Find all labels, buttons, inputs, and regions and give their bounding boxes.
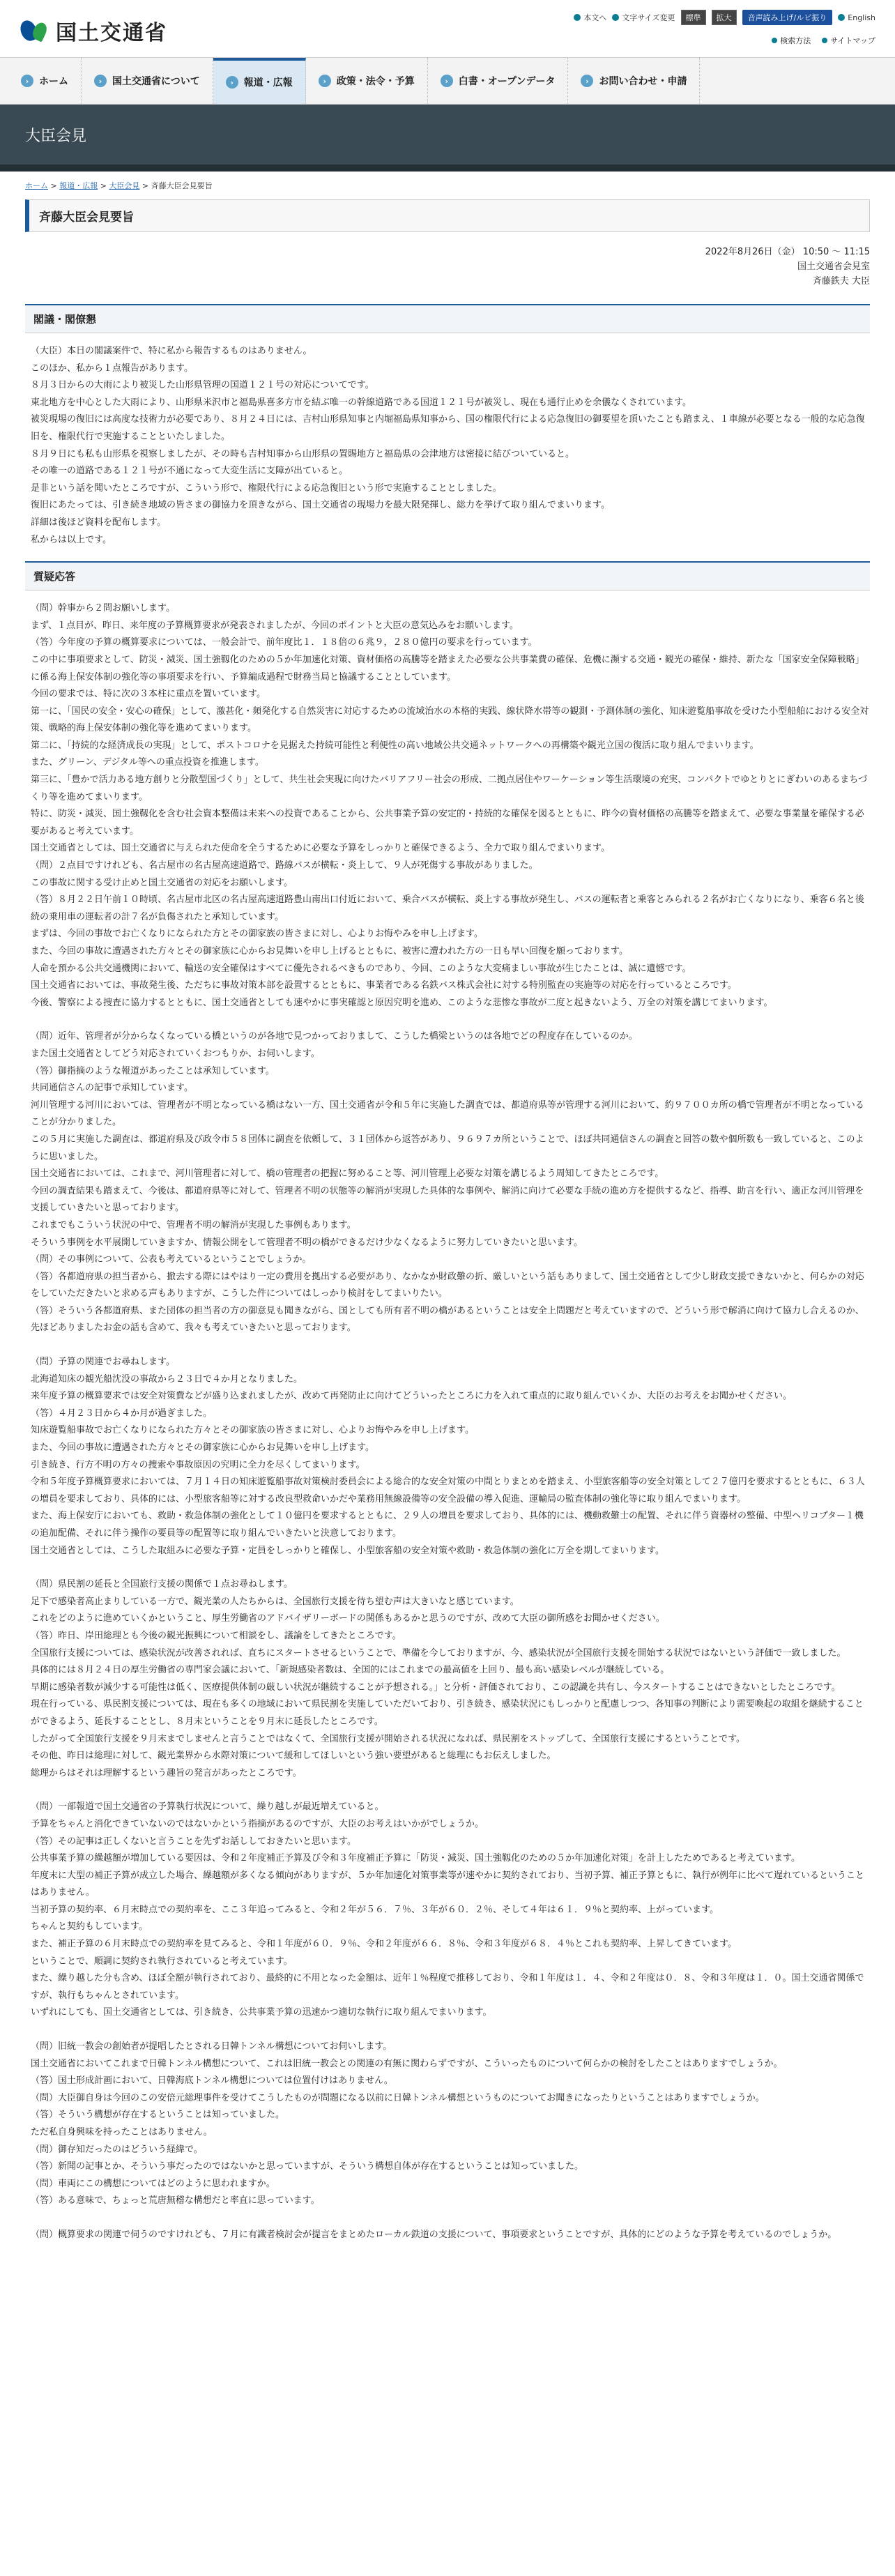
mlit-logo-mark: [20, 18, 50, 43]
transcript-line: （答）その記事は正しくないと言うことを先ずお話ししておきたいと思います。: [31, 1836, 356, 1847]
transcript-line: また、繰り越した分も含め、ほぼ全額が執行されており、最終的に不用となった金額は、近年１％程度で推移しており、令和１年度は１．４、令和２年度は０．８、令和３年度は１．０。国土交通省関係ですが、執行もちゃんとされています。: [31, 1973, 864, 2001]
transcript-line: （問）近年、管理者が分からなくなっている橋というのが各地で見つかっておりまして、こうした橋梁というのは各地でどの程度存在しているのか。: [31, 1031, 638, 1042]
transcript-line: 具体的には８月２４日の厚生労働省の専門家会議において、「新規感染者数は、全国的にはこれまでの最高値を上回り、最も高い感染レベルが継続している。: [31, 1665, 670, 1676]
search-method-label: 検索方法: [780, 36, 811, 45]
nav-home[interactable]: [8, 58, 82, 104]
transcript-line: 詳細は後ほど資料を配布します。: [31, 517, 166, 528]
transcript-line: （答）昨日、岸田総理とも今後の観光振興について相談をし、議論をしてきたところです。: [31, 1630, 401, 1641]
transcript-line: （問）その事例について、公表も考えているということでしょうか。: [31, 1254, 312, 1265]
transcript-line: 引き続き、行方不明の方々の捜索や事故原因の究明に全力を尽くしてまいります。: [31, 1459, 365, 1470]
transcript-line: 東北地方を中心とした大雨により、山形県米沢市と福島県喜多方市を結ぶ唯一の幹線道路である国道１２１号が被災し、現在も通行止めを余儀なくされています。: [31, 397, 691, 408]
nav-label: 政策・法令・予算: [336, 76, 415, 87]
main-content: [0, 199, 895, 2244]
english-link[interactable]: [838, 13, 875, 22]
utility-bar: [574, 10, 875, 25]
globe-icon: [838, 14, 845, 21]
transcript-line: 知床遊覧船事故でお亡くなりになられた方々とその御家族の皆さまに対し、心よりお悔やみを申し上げます。: [31, 1425, 474, 1436]
paragraph-gap: [25, 1560, 870, 1576]
section-heading-cabinet: 閣議・閣僚懇: [25, 304, 870, 333]
transcript-line: 来年度予算の概算要求では安全対策費などが盛り込まれましたが、改めて再発防止に向けてどういったところに力を入れて重点的に取り組んでいくか、大臣のお考えをお聞かせください。: [31, 1391, 793, 1402]
skip-to-content-link[interactable]: [574, 12, 606, 23]
paragraph-gap: [25, 1337, 870, 1354]
nav-about[interactable]: [82, 58, 213, 104]
bullet-icon: [612, 14, 619, 21]
transcript-line: 復旧にあたっては、引き続き地域の皆さまの御協力を頂きながら、国土交通省の現場力を最大限発揮し、総力を挙げて取り組んでまいります。: [31, 500, 610, 511]
transcript-line: （答）御指摘のような報道があったことは承知しています。: [31, 1065, 275, 1076]
transcript-line: 国土交通省においては、これまで、河川管理者に対して、橋の管理者の把握に努めること等、河川管理上必要な対策を講じるよう周知してきたところです。: [31, 1168, 664, 1180]
chevron-right-icon: ›: [441, 75, 453, 87]
chevron-right-icon: ›: [21, 75, 33, 87]
transcript-line: （答）ある意味で、ちょっと荒唐無稽な構想だと率直に思っています。: [31, 2195, 320, 2207]
sitemap-label: サイトマップ: [830, 36, 875, 45]
site-header: [0, 0, 895, 57]
transcript-line: また、グリーン、デジタル等への重点投資を推進します。: [31, 757, 264, 768]
transcript-line: したがって全国旅行支援を９月末までしませんと言うことではなくて、全国旅行支援が開始される状況になれば、県民割をストップして、全国旅行支援にするということです。: [31, 1733, 746, 1744]
transcript-line: 早期に感染者数が減少する可能性は低く、医療提供体制の厳しい状況が継続することが予想される。」と分析・評価されており、この認識を共有し、今スタートすることはできないとしたところです。: [31, 1682, 841, 1693]
breadcrumb: ホーム > 報道・広報 > 大臣会見 > 斉藤大臣会見要旨: [25, 181, 213, 190]
transcript-line: （問）予算の関連でお尋ねします。: [31, 1357, 175, 1368]
transcript-line: 特に、防災・減災、国土強靱化を含む社会資本整備は未来への投資であることから、公共事業予算の安定的・持続的な確保を図るとともに、昨今の資材価格の高騰等を踏まえて、必要な事業量を確保する必要があると考えています。: [31, 809, 864, 837]
transcript-line: 予算をちゃんと消化できていないのではないかという指摘があるのですが、大臣のお考えはいかがでしょうか。: [31, 1818, 484, 1829]
transcript-line: 人命を預かる公共交通機関において、輸送の安全確保はすべてに優先されるべきものであり、今回、このような大変痛ましい事故が生じたことは、誠に遺憾です。: [31, 963, 691, 974]
transcript-line: 国土交通省においてこれまで日韓トンネル構想について、これは旧統一教会との関連の有無に関わらずですが、こういったものについて何らかの検討をしたことはありますでしょうか。: [31, 2058, 783, 2069]
transcript-line: 総理からはそれは理解するという趣旨の発言があったところです。: [31, 1767, 302, 1778]
nav-policy[interactable]: [306, 58, 428, 104]
transcript-line: また、今回の事故に遭遇された方々とその御家族に心からお見舞いを申し上げます。: [31, 1442, 374, 1454]
transcript-line: その唯一の道路である１２１号が不通になって大変生活に支障が出ていると。: [31, 466, 349, 477]
page-title: 斉藤大臣会見要旨: [25, 199, 870, 232]
transcript-line: 被災現場の復旧には高度な技術力が必要であり、８月２４日には、吉村山形県知事と内堀福島県知事から、国の権限代行による応急復旧の御要望を頂いたことも踏まえ、１車線が必要となる一般的な応急復旧を、権限代行で実施することといたしました。: [31, 414, 865, 442]
paragraph-gap: [25, 2210, 870, 2227]
sitemap-link[interactable]: [822, 35, 875, 46]
utility-links: [772, 35, 875, 46]
nav-label: ホーム: [39, 76, 68, 87]
transcript-line: ８月９日にも私も山形県を視察しましたが、その時も吉村知事から山形県の置賜地方と福島県の会津地方は密接に結びついていると。: [31, 448, 575, 459]
transcript-line: （問）御存知だったのはどういう経緯で。: [31, 2144, 203, 2155]
breadcrumb-home[interactable]: ホーム: [25, 181, 48, 190]
logo-text: 国土交通省: [56, 21, 167, 45]
transcript-line: 私からは以上です。: [31, 534, 112, 545]
transcript-line: 国土交通省としては、国土交通省に与えられた使命を全うするために必要な予算をしっかりと確保できるよう、全力で取り組んでまいります。: [31, 843, 610, 854]
transcript-line: ちゃんと契約もしています。: [31, 1921, 148, 1933]
transcript-line: まずは、今回の事故でお亡くなりになられた方とその御家族の皆さまに対し、心よりお悔やみを申し上げます。: [31, 929, 483, 940]
transcript-line: 公共事業予算の繰越額が増加している要因は、令和２年度補正予算及び令和３年度補正予算に「防災・減災、国土強靱化のための５か年加速化対策」を計上したためであると考えています。: [31, 1853, 800, 1864]
transcript-line: このほか、私から１点報告があります。: [31, 363, 193, 374]
paragraph-gap: [25, 1012, 870, 1028]
qa-transcript: [25, 600, 870, 2243]
conference-date: 2022年8月26日（金） 10:50 ～ 11:15: [705, 247, 870, 257]
paragraph-gap: [25, 1782, 870, 1799]
transcript-line: 全国旅行支援については、感染状況が改善されれば、直ちにスタートさせるということで、準備を今しておりますが、今、感染状況が全国旅行支援を開始する状況ではないという評価で一致しました。: [31, 1647, 846, 1659]
transcript-line: 第三に、「豊かで活力ある地方創りと分散型国づくり」として、共生社会実現に向けたバリアフリー社会の形成、二拠点居住やワーケーション等生活環境の充実、コンパクトでゆとりとにぎわいのあるまちづくり等を進めてまいります。: [31, 775, 868, 802]
mlit-logo[interactable]: [20, 15, 167, 46]
chevron-right-icon: ›: [319, 75, 331, 87]
transcript-line: （答）今年度の予算の概算要求については、一般会計で、前年度比１．１８倍の６兆９，２８０億円の要求を行っています。: [31, 637, 537, 648]
transcript-line: 共同通信さんの記事で承知しています。: [31, 1083, 193, 1094]
nav-label: お問い合わせ・申請: [599, 76, 687, 87]
transcript-line: 国土交通省においては、事故発生後、ただちに事故対策本部を設置するとともに、事業者である名鉄バス株式会社に対する特別監査の実施等の対応を行っているところです。: [31, 980, 737, 991]
chevron-right-icon: ›: [226, 76, 238, 89]
transcript-line: 現在行っている、県民割支援については、現在も多くの地域において県民割を実施していただいており、引き続き、感染状況にもしっかりと配慮しつつ、各知事の判断により需要喚起の取組を継続することができるよう、延長することとし、８月末ということを９月末に延長したところです。: [31, 1699, 864, 1727]
nav-whitepaper[interactable]: [428, 58, 569, 104]
transcript-line: 今回の調査結果も踏まえて、今後は、都道府県等に対して、管理者不明の状態等の解消が実現した具体的な事例や、解消に向けて必要な手続の進め方を提供するなど、指導、助言を行い、適正な河川管理を支援していきたいと思っております。: [31, 1185, 864, 1214]
transcript-line: （答）４月２３日から４か月が過ぎました。: [31, 1408, 213, 1419]
nav-press[interactable]: [213, 58, 306, 104]
transcript-line: 第二に、「持続的な経済成長の実現」として、ポストコロナを見据えた持続可能性と利便性の高い地域公共交通ネットワークへの再構築や観光立国の復活に取り組んでまいります。: [31, 740, 759, 751]
cabinet-statement: [25, 343, 870, 549]
bullet-icon: [822, 38, 827, 43]
transcript-line: （問）一部報道で国土交通省の予算執行状況について、繰り越しが最近増えていると。: [31, 1801, 384, 1813]
transcript-line: （答）そういう各都道府県、また団体の担当者の方の御意見も聞きながら、国としても所有者不明の橋があるということは安全上問題だと考えていますので、どういう形で解消に向けて協力し合えるのか、先ほどありましたお金の話も含めて、我々も考えていきたいと思っております。: [31, 1305, 864, 1334]
voice-ruby-button[interactable]: 音声読み上げ/ルビ振り: [742, 10, 833, 25]
transcript-line: （答）新聞の記事とか、そういう事だったのではないかと思っていますが、そういう構想自体が存在するということは知っていました。: [31, 2161, 584, 2172]
transcript-line: その他、昨日は総理に対して、観光業界から水際対策について緩和してほしいという強い要望があると総理にもお伝えしました。: [31, 1751, 556, 1762]
transcript-line: （問）幹事から２問お願いします。: [31, 603, 175, 614]
transcript-line: この中に事項要求として、防災・減災、国土強靱化のための５か年加速化対策、資材価格の高騰等を踏まえた必要な公共事業費の確保、危機に瀕する交通・観光の確保・維持、新たな「国家安全保障戦略」に係る海上保安体制の強化等の事項要求を行い、予算編成過程で財務当局と協議することとしています。: [31, 654, 864, 683]
section-heading-qa: 質疑応答: [25, 561, 870, 590]
transcript-line: （答）８月２２日午前１０時頃、名古屋市北区の名古屋高速道路豊山南出口付近において、乗合バスが横転、炎上する事故が発生し、バスの運転者と乗客とみられる２名がお亡くなりになり、乗客６名と後続の乗用車の運転者の計７名が負傷されたと承知しています。: [31, 894, 864, 922]
transcript-line: 年度末に大型の補正予算が成立した場合、繰越額が多くなる傾向がありますが、５か年加速化対策事業等が速やかに契約されており、当初予算、補正予算ともに、執行が例年に比べて遅れているということはありません。: [31, 1870, 865, 1898]
nav-label: 報道・広報: [243, 77, 293, 89]
transcript-line: まず、１点目が、昨日、来年度の予算概算要求が発表されましたが、今回のポイントと大臣の意気込みをお願いします。: [31, 620, 519, 631]
bullet-icon: [772, 38, 777, 43]
conference-meta: [25, 245, 870, 289]
transcript-line: 第一に、「国民の安全・安心の確保」として、激甚化・頻発化する自然災害に対応するための流域治水の本格的実践、線状降水帯等の観測・予測体制の強化、知床遊覧船事故を受けた小型船舶における安全対策、戦略的海上保安体制の強化等を進めてまいります。: [31, 706, 869, 734]
paragraph-gap: [25, 2022, 870, 2038]
english-label: English: [848, 13, 875, 22]
transcript-line: 是非という話を聞いたところですが、こういう形で、権限代行による応急復旧という形で実施することとしました。: [31, 482, 502, 494]
transcript-line: ただ私自身興味を持ったことはありません。: [31, 2127, 213, 2137]
transcript-line: （問）旧統一教会の創始者が提唱したとされる日韓トンネル構想についてお伺いします。: [31, 2041, 392, 2052]
transcript-line: 令和５年度予算概算要求においては、７月１４日の知床遊覧船事故対策検討委員会による総合的な安全対策の中間とりまとめを踏まえ、小型旅客船等の安全対策として２７億円を要求するとともに、６３人の増員を要求しており、具体的には、小型旅客船等に対する改良型救命いかだや業務用無線設備等の安全設備の導入促進、運輸局の監査体制の強化等に取り組んでまいります。: [31, 1477, 865, 1504]
font-standard-button[interactable]: 標準: [681, 10, 706, 25]
conference-place: 国土交通省会見室: [797, 261, 870, 272]
transcript-line: また、補正予算の６月末時点での契約率を見てみると、令和１年度が６０．９％、令和２年度が６６．８％、令和３年度が６８．４％とこれも契約率、上昇してきています。: [31, 1939, 737, 1950]
transcript-line: この事故に関する受け止めと国土交通省の対応をお願いします。: [31, 877, 293, 888]
transcript-line: （問）概算要求の関連で伺うのですけれども、７月に有識者検討会が提言をまとめたローカル鉄道の支援について、事項要求ということですが、具体的にどのような予算を考えているのでしょうか。: [31, 2229, 837, 2240]
transcript-line: これをどのように進めていくかということ、厚生労働省のアドバイザリーボードの関係もあるかと思うのですが、改めて大臣の御所感をお聞かせください。: [31, 1613, 665, 1624]
transcript-line: ということで、順調に契約され執行されていると考えています。: [31, 1956, 293, 1967]
transcript-line: 河川管理する河川においては、管理者が不明となっている橋はない一方、国土交通省が令和５年に実施した調査では、都道府県等が管理する河川において、約９７００カ所の橋で管理者が不明となっていることが分かりました。: [31, 1099, 864, 1128]
transcript-line: そういう事例を水平展開していきますか、情報公開をして管理者不明の橋ができるだけ少なくなるように努力していきたいと思います。: [31, 1237, 583, 1248]
font-size-label: [612, 12, 675, 23]
transcript-line: （大臣）本日の閣議案件で、特に私から報告するものはありません。: [31, 346, 312, 356]
transcript-line: 国土交通省としては、こうした取組みに必要な予算・定員をしっかりと確保し、小型旅客船の安全対策や救助・救急体制の強化に万全を期してまいります。: [31, 1545, 664, 1556]
breadcrumb-conference[interactable]: 大臣会見: [109, 181, 140, 190]
transcript-line: 北海道知床の観光船沈没の事故から２３日で４か月となりました。: [31, 1373, 303, 1385]
transcript-line: この５月に実施した調査は、都道府県及び政令市５８団体に調査を依頼して、３１団体から返答があり、９６９７カ所ということで、ほぼ共同通信さんの調査と回答の数や個所数も一致していると、このように思いました。: [31, 1134, 864, 1162]
nav-label: 白書・オープンデータ: [458, 76, 556, 87]
bullet-icon: [574, 14, 581, 21]
transcript-line: これまでもこういう状況の中で、管理者不明の解消が実現した事例もあります。: [31, 1219, 356, 1230]
transcript-line: 今回の要求では、特に次の３本柱に重点を置いています。: [31, 689, 266, 700]
transcript-line: （問）２点目ですけれども、名古屋市の名古屋高速道路で、路線バスが横転・炎上して、９人が死傷する事故がありました。: [31, 860, 538, 871]
breadcrumb-press[interactable]: 報道・広報: [59, 181, 98, 190]
transcript-line: また国土交通省としてどう対応されていくおつもりか、お伺いします。: [31, 1048, 320, 1059]
chevron-right-icon: ›: [94, 75, 107, 87]
nav-label: 国土交通省について: [112, 76, 200, 87]
transcript-line: また、海上保安庁においても、救助・救急体制の強化として１０億円を要求するとともに、２９人の増員を要求しており、具体的には、機動救難士の配置、それに伴う資器材の整備、中型ヘリコプター１機の追加配備、それに伴う操作の要員等の配置等に取り組んでいきたいと決意しております。: [31, 1511, 864, 1539]
font-size-text: 文字サイズ変更: [622, 13, 675, 22]
transcript-line: （問）車両にこの構想についてはどのように思われますか。: [31, 2178, 275, 2189]
transcript-line: （問）大臣御自身は今回のこの安倍元総理事件を受けてこうしたものが問題になる以前に日韓トンネル構想というものについてお聞きになったりということはありますでしょうか。: [31, 2092, 765, 2103]
transcript-line: 今後、警察による捜査に協力するとともに、国土交通省としても速やかに事実確認と原因究明を進め、このような悲惨な事故が二度と起きないよう、万全の対策を講じてまいります。: [31, 997, 773, 1008]
chevron-right-icon: ›: [581, 75, 593, 87]
banner-title: 大臣会見: [25, 127, 87, 145]
transcript-line: 当初予算の契約率、６月末時点での契約率を、ここ３年追ってみると、令和２年が５６．７％、３年が６０．２％、そして４年は６１．９％と契約率、上がっています。: [31, 1904, 719, 1915]
transcript-line: ８月３日からの大雨により被災した山形県管理の国道１２１号の対応についてです。: [31, 380, 374, 391]
global-nav: [0, 57, 895, 105]
conference-speaker: 斉藤鉄夫 大臣: [812, 276, 870, 287]
transcript-line: （答）各都道府県の担当者から、撤去する際にはやはり一定の費用を拠出する必要があり、なかなか財政難の折、厳しいという話もありまして、国土交通省として少し財政支援できないかと、何らかの対応をしていただきたいと求める声もありますが、こうした件についてはしっかり検討をしてまいりたい。: [31, 1271, 864, 1300]
transcript-line: （答）国土形成計画において、日韓海底トンネル構想については位置付けはありません。: [31, 2075, 393, 2087]
nav-contact[interactable]: [568, 58, 700, 104]
page-banner: [0, 105, 895, 172]
transcript-line: （問）県民割の延長と全国旅行支援の関係で１点お尋ねします。: [31, 1579, 293, 1590]
search-method-link[interactable]: [772, 35, 811, 46]
font-large-button[interactable]: 拡大: [712, 10, 737, 25]
skip-link-label: 本文へ: [583, 13, 607, 22]
breadcrumb-current: 斉藤大臣会見要旨: [151, 181, 213, 190]
transcript-line: いずれにしても、国土交通省としては、引き続き、公共事業予算の迅速かつ適切な執行に取り組んでまいります。: [31, 2007, 492, 2018]
transcript-line: また、今回の事故に遭遇された方々とその御家族に心からお見舞いを申し上げるとともに、被害に遭われた方の一日も早い回復を願っております。: [31, 946, 628, 957]
transcript-line: 足下で感染者高止まりしている一方で、観光業の人たちからは、全国旅行支援を待ち望む声は大きいなと感じています。: [31, 1596, 519, 1607]
transcript-line: （答）そういう構想が存在するということは知っていました。: [31, 2110, 285, 2121]
